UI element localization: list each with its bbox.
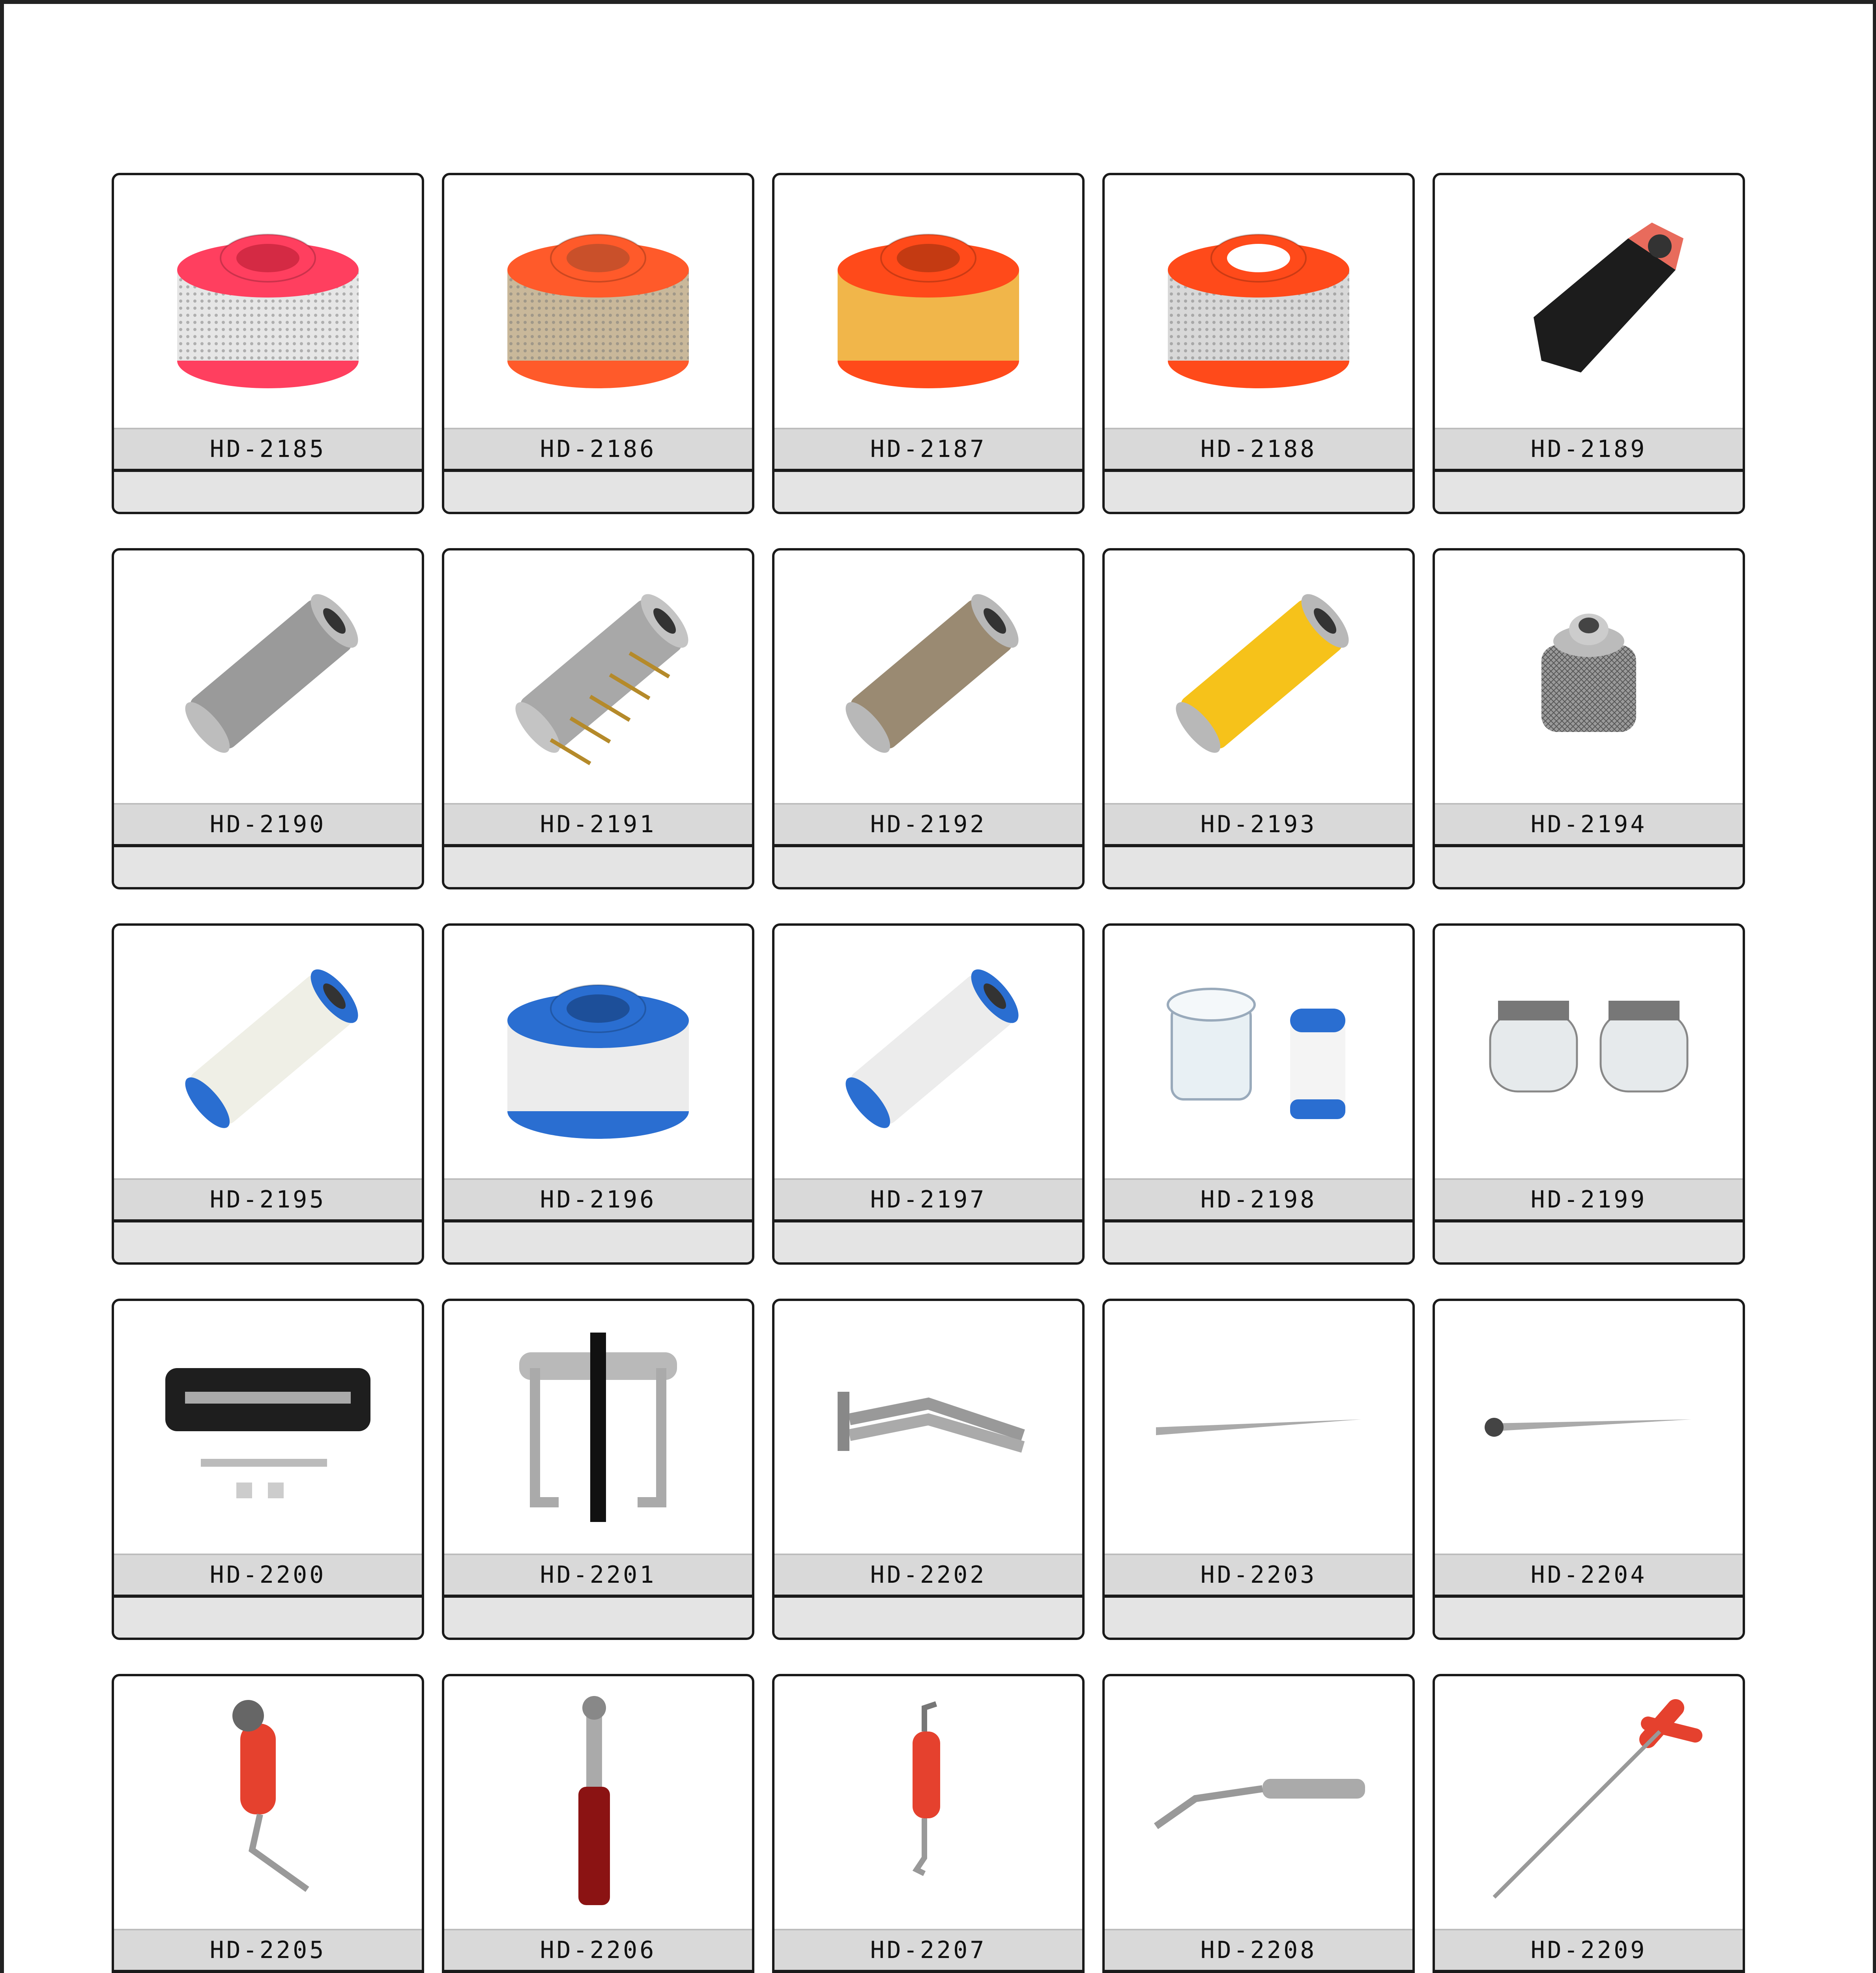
product-info-bar [444, 1598, 752, 1638]
product-code: HD-2193 [1105, 803, 1412, 847]
bent-probe-tool-icon [1105, 1676, 1412, 1929]
product-info-bar [1435, 847, 1743, 887]
product-code: HD-2189 [1435, 428, 1743, 472]
gear-puller-icon [444, 1301, 752, 1554]
cartridge-filter-white-blue-icon [114, 926, 422, 1178]
product-info-bar [114, 472, 422, 512]
product-code: HD-2200 [114, 1554, 422, 1598]
air-filter-mesh-orange-icon [444, 175, 752, 428]
product-code: HD-2185 [114, 428, 422, 472]
product-card [1433, 923, 1745, 1265]
product-code: HD-2205 [114, 1929, 422, 1973]
product-info-bar [444, 847, 752, 887]
product-code: HD-2198 [1105, 1178, 1412, 1222]
plier-tool-icon [774, 1301, 1082, 1554]
product-code: HD-2209 [1435, 1929, 1743, 1973]
product-info-bar [1105, 472, 1412, 512]
air-filter-white-red-icon [114, 175, 422, 428]
filter-white-blue-icon [774, 926, 1082, 1178]
filter-bowl-with-element-icon [1105, 926, 1412, 1178]
product-card [1433, 173, 1745, 514]
product-code: HD-2192 [774, 803, 1082, 847]
spanner-red-handle-icon [444, 1676, 752, 1929]
product-card [1433, 548, 1745, 889]
product-info-bar [1105, 1222, 1412, 1262]
product-code: HD-2208 [1105, 1929, 1412, 1973]
product-card [772, 1674, 1085, 1973]
product-card [1102, 548, 1415, 889]
product-code: HD-2188 [1105, 428, 1412, 472]
cartridge-filter-bronze-icon [774, 550, 1082, 803]
product-code: HD-2197 [774, 1178, 1082, 1222]
product-card [772, 173, 1085, 514]
product-code: HD-2204 [1435, 1554, 1743, 1598]
product-info-bar [114, 1598, 422, 1638]
product-card [772, 1299, 1085, 1640]
torque-wrench-case-icon [114, 1301, 422, 1554]
spoke-wrench-bent-icon [114, 1676, 422, 1929]
product-info-bar [1435, 1598, 1743, 1638]
hook-wrench-red-icon [774, 1676, 1082, 1929]
t-handle-long-key-icon [1435, 1676, 1743, 1929]
product-card [772, 923, 1085, 1265]
product-code: HD-2191 [444, 803, 752, 847]
cartridge-filter-yellow-icon [1105, 550, 1412, 803]
product-card [112, 173, 424, 514]
air-filter-yellow-orange-icon [774, 175, 1082, 428]
product-code: HD-2186 [444, 428, 752, 472]
air-filter-ring-orange-icon [1105, 175, 1412, 428]
product-info-bar [774, 1222, 1082, 1262]
product-info-bar [114, 847, 422, 887]
product-code: HD-2196 [444, 1178, 752, 1222]
product-card [442, 173, 754, 514]
mesh-filter-silver-icon [1435, 550, 1743, 803]
product-card [1102, 173, 1415, 514]
cartridge-filter-grey-icon [114, 550, 422, 803]
product-card [442, 923, 754, 1265]
product-grid [112, 173, 1745, 1973]
product-card [1433, 1299, 1745, 1640]
product-card [772, 548, 1085, 889]
product-info-bar [444, 1222, 752, 1262]
product-card [1102, 1674, 1415, 1973]
product-card [112, 1299, 424, 1640]
product-info-bar [1105, 847, 1412, 887]
product-card [442, 1299, 754, 1640]
product-code: HD-2202 [774, 1554, 1082, 1598]
product-code: HD-2203 [1105, 1554, 1412, 1598]
product-info-bar [774, 1598, 1082, 1638]
product-card [112, 1674, 424, 1973]
product-code: HD-2190 [114, 803, 422, 847]
product-info-bar [444, 472, 752, 512]
cartridge-filter-banded-icon [444, 550, 752, 803]
product-info-bar [774, 847, 1082, 887]
product-code: HD-2199 [1435, 1178, 1743, 1222]
pleated-filter-blue-icon [444, 926, 752, 1178]
product-code: HD-2207 [774, 1929, 1082, 1973]
product-code: HD-2206 [444, 1929, 752, 1973]
tire-lever-hook-icon [1435, 1301, 1743, 1554]
product-card [442, 548, 754, 889]
product-card [112, 923, 424, 1265]
product-card [1102, 923, 1415, 1265]
product-card [1102, 1299, 1415, 1640]
product-info-bar [774, 472, 1082, 512]
product-card [1433, 1674, 1745, 1973]
product-card [112, 548, 424, 889]
product-info-bar [1435, 1222, 1743, 1262]
product-code: HD-2201 [444, 1554, 752, 1598]
product-code: HD-2194 [1435, 803, 1743, 847]
product-info-bar [114, 1222, 422, 1262]
glass-filter-bowls-icon [1435, 926, 1743, 1178]
product-info-bar [1105, 1598, 1412, 1638]
product-code: HD-2195 [114, 1178, 422, 1222]
product-card [442, 1674, 754, 1973]
product-info-bar [1435, 472, 1743, 512]
tire-lever-icon [1105, 1301, 1412, 1554]
product-code: HD-2187 [774, 428, 1082, 472]
foam-filter-black-icon [1435, 175, 1743, 428]
